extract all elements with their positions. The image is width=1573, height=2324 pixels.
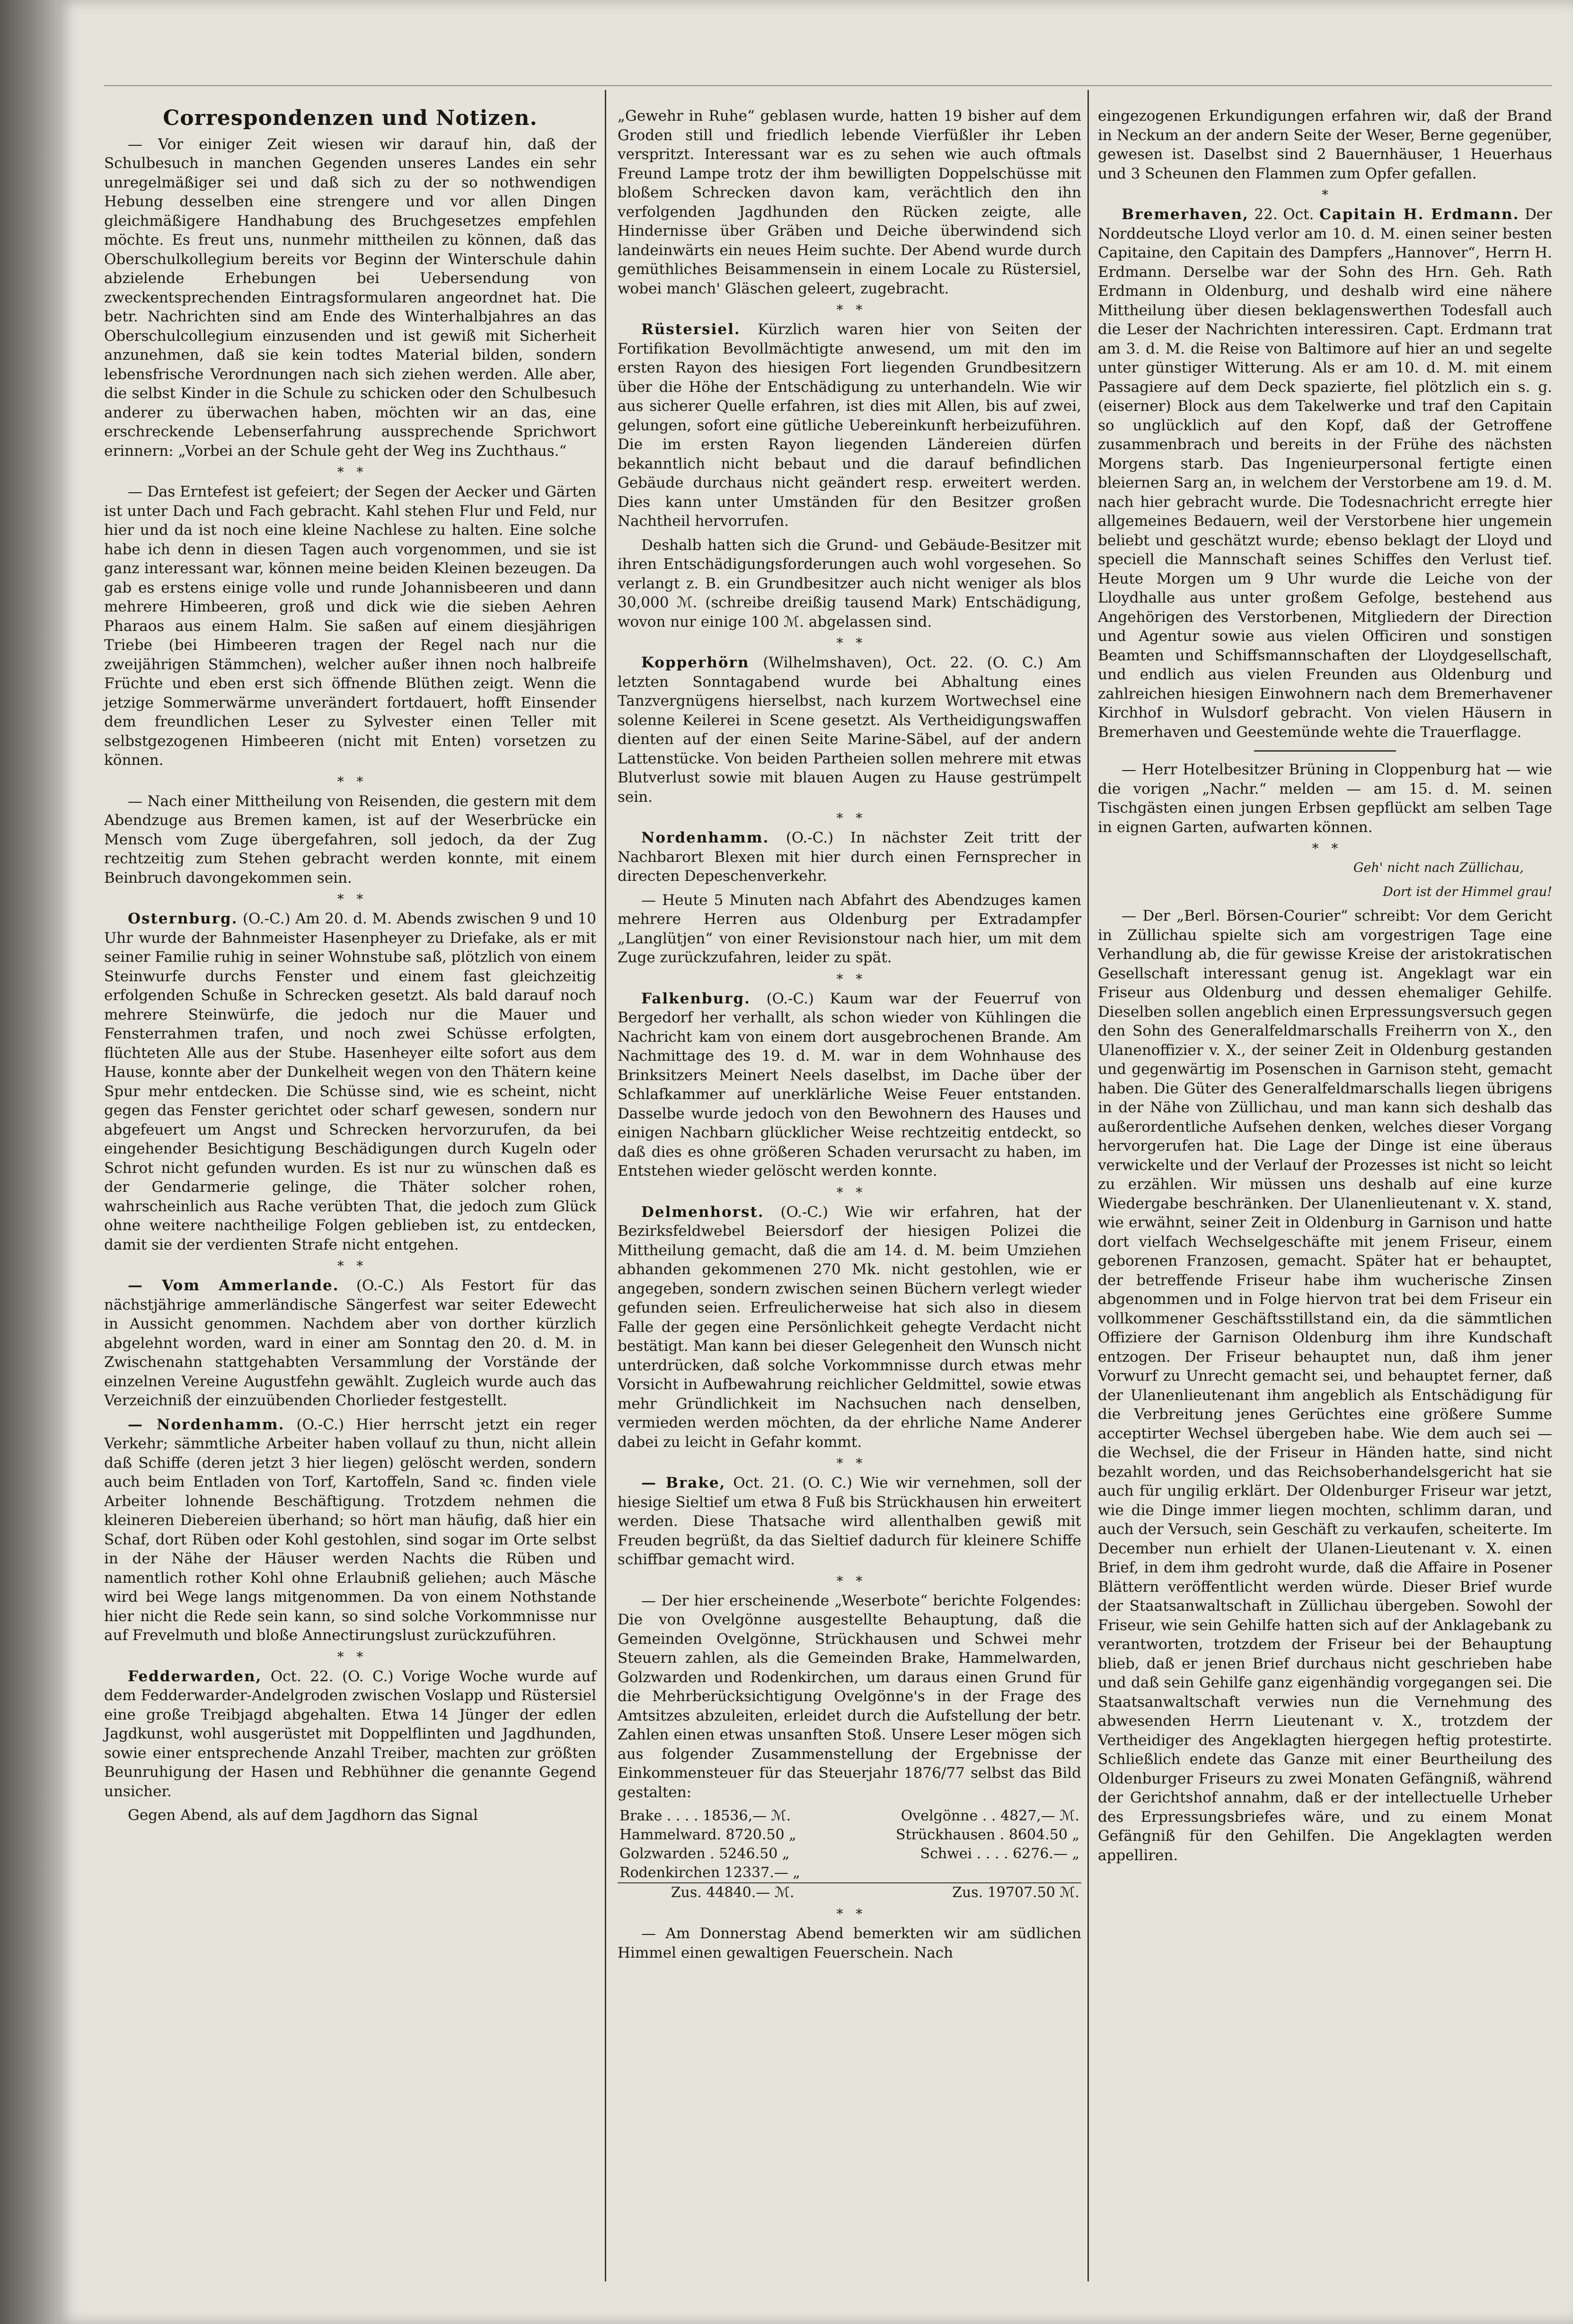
- article-ruestersiel-2: Deshalb hatten sich die Grund- und Gebäude-Besitzer mit ihren Entschädigungsforderungen auch wohl vorgesehen. So verlangt z. B. ein Grundbesitzer auch nicht weniger als blos 30,000 ℳ. (schreibe dreißig tausend Mark) Entschädigung, wovon nur einige 100 ℳ. abgelassen sind.: [618, 536, 1081, 630]
- motto-line: Geh' nicht nach Züllichau,: [1353, 860, 1524, 875]
- place-name: Delmenhorst.: [641, 1203, 764, 1221]
- article-date: 22. Oct.: [1254, 206, 1314, 223]
- sum-left: Zus. 44840.— ℳ.: [618, 1883, 848, 1902]
- separator: * *: [836, 302, 863, 318]
- table-sum-row: [618, 1883, 1081, 1902]
- top-rule: [104, 85, 1552, 86]
- column-1: [104, 106, 596, 1830]
- article-weserbruecke: — Nach einer Mittheilung von Reisenden, die gestern mit dem Abendzuge aus Bremen kamen, ist auf der Weserbrücke ein Mensch vom Zuge übergefahren, soll jedoch, da der Zug rechtzeitig zum Stehen gebracht werden konnte, mit einem Beinbruch davongekommen sein.: [104, 792, 596, 887]
- table-cell: Rodenkirchen 12337.— „: [619, 1864, 800, 1881]
- article-bremerhaven: [1098, 205, 1552, 742]
- article-osternburg: [104, 909, 596, 1254]
- article-falkenburg: [618, 989, 1081, 1181]
- article-text: Oct. 22. (O. C.) Vorige Woche wurde auf dem Fedderwarder-Andelgroden zwischen Voslapp und Rüstersiel eine große Treibjagd abgehalten. Etwa 14 Jünger der edlen Jagdkunst, wohl ausgerüstet mit Doppelflinten und Jagdhunden, sowie einer entsprechende Anzahl Treiber, machten zur größten Beunruhigung der Hasen und Rebhühner die genannte Gegend unsicher.: [104, 1668, 596, 1800]
- table-cell: Golzwarden . 5246.50 „: [619, 1845, 790, 1862]
- motto-line: Dort ist der Himmel grau!: [1382, 884, 1552, 899]
- place-name: Bremerhaven,: [1122, 206, 1249, 223]
- column-2: [618, 106, 1081, 1967]
- place-name: Falkenburg.: [641, 990, 751, 1007]
- place-name: Osternburg.: [128, 910, 238, 927]
- table-row: [618, 1845, 1081, 1863]
- article-schulbesuch: — Vor einiger Zeit wiesen wir darauf hin, daß der Schulbesuch in manchen Gegenden unseres Landes ein sehr unregelmäßiger sei und daß sich zu der so nothwendigen Hebung desselben eine strengere und vor allen Dingen gleichmäßigere Handhabung des Bruchgesetzes empfehlen möchte. Es freut uns, nunmehr mittheilen zu können, daß das Oberschulkollegium bereits vor Beginn der Winterschule dahin abzielende Erhebungen bei Uebersendung von zweckentsprechenden Eintragsformularen angeordnet hat. Die betr. Nachrichten sind am Ende des Winterhalbjahres an das Oberschulcollegium einzusenden und ist gewiß mit Sicherheit anzunehmen, daß sie kein todtes Material bilden, sondern lebensfrische Verordnungen nach sich ziehen werden. Alle aber, die selbst Kinder in die Schule zu schicken oder den Schulbesuch anderer zu überwachen haben, möchten wir an das, eine erschreckende Lebenserfahrung aussprechende Sprichwort erinnern: „Vorbei an der Schule geht der Weg ins Zuchthaus.“: [104, 135, 596, 460]
- separator: * *: [337, 1258, 363, 1274]
- article-text: (O.-C.) In nächster Zeit tritt der Nachbarort Blexen mit hier durch einen Fernsprecher in directen Depeschenverkehr.: [618, 829, 1081, 885]
- article-heading: Capitain H. Erdmann.: [1319, 206, 1520, 223]
- article-feuerschein: — Am Donnerstag Abend bemerkten wir am südlichen Himmel einen gewaltigen Feuerschein. Nach: [618, 1925, 1081, 1961]
- article-text: Kürzlich waren hier von Seiten der Fortifikation Bevollmächtigte anwesend, um mit den im ersten Rayon des hiesigen Fort liegenden Grundbesitzern über die Höhe der Entschädigung zu unterhandeln. Wie wir aus sicherer Quelle erfahren, ist dies mit Allen, bis auf zwei, gelungen, sofort eine gütliche Uebereinkunft herbeizuführen. Die im ersten Rayon liegenden Ländereien dürfen bekanntlich nicht bebaut und die darauf befindlichen Gebäude durchaus nicht geändert resp. erweitert werden. Dies kann unter Umständen für den Besitzer großen Nachtheil hervorrufen.: [618, 321, 1081, 530]
- column-rule: [605, 90, 606, 2281]
- place-name: Kopperhörn: [641, 654, 750, 671]
- separator: * *: [836, 1906, 863, 1922]
- article-feuerschein-cont: eingezogenen Erkundigungen erfahren wir, daß der Brand in Neckum an der andern Seite der Weser, Berne gegenüber, gewesen ist. Daselbst sind 2 Bauernhäuser, 1 Heuerhaus und 3 Scheunen den Flammen zum Opfer gefallen.: [1098, 107, 1552, 182]
- article-cloppenburg: — Herr Hotelbesitzer Brüning in Cloppenburg hat — wie die vorigen „Nachr.“ melden — am 15. d. M. seinen Tischgästen einen jungen Erbsen gepflückt am selben Tage in eignen Garten, aufwarten können.: [1098, 761, 1552, 836]
- article-delmenhorst: [618, 1203, 1081, 1452]
- separator: * *: [836, 1184, 863, 1200]
- article-ruestersiel: [618, 320, 1081, 531]
- article-text: Der Norddeutsche Lloyd verlor am 10. d. M. einen seiner besten Capitaine, den Capitain des Dampfers „Hannover“, Herrn H. Erdmann. Derselbe war der Sohn des Hrn. Geh. Rath Erdmann in Oldenburg, und deshalb wird eine nähere Mittheilung über diesen beklagenswerthen Todesfall auch die Leser der Nachrichten interessiren. Capt. Erdmann trat am 3. d. M. die Reise von Baltimore auf hier an und segelte unter günstiger Witterung. Als er am 10. d. M. mit einem Passagiere auf dem Deck spazierte, fiel plötzlich ein s. g. (eiserner) Block aus dem Takelwerke und traf den Capitain so unglücklich auf den Kopf, daß der Getroffene zusammenbrach und bereits in der Frühe des nächsten Morgens starb. Das Ingenieurpersonal fertigte einen bleiernen Sarg an, in welchem der Verstorbene am 19. d. M. nach hier gebracht wurde. Die Todesnachricht erregte hier allgemeines Bedauern, weil der Verstorbene hier ungemein beliebt und geschätzt wurde; ebenso beklagt der Lloyd und speciell die Mannschaft seines Schiffes den Verlust tief. Heute Morgen um 9 Uhr wurde die Leiche von der Lloydhalle aus unter großem Gefolge, bestehend aus Angehörigen des Verstorbenen, Mitgliedern der Direction und Agentur sowie aus vielen Officiren und sonstigen Beamten und Schiffsmannschaften der Lloydgesellschaft, und endlich aus vielen Freunden aus Oldenburg und zahlreichen hiesigen Einwohnern nach dem Bremerhavener Kirchhof in Wulsdorf gebracht. Von vielen Häusern in Bremerhaven und Geestemünde wehte die Trauerflagge.: [1098, 206, 1552, 741]
- article-text: (O.-C.) Hier herrscht jetzt ein reger Verkehr; sämmtliche Arbeiter haben vollauf zu thun, nicht allein daß Schiffe (deren jetzt 3 hier liegen) gelöscht werden, sondern auch beim Entladen von Torf, Kartoffeln, Sand ꝛc. finden viele Arbeiter lohnende Beschäftigung. Trotzdem nehmen die kleineren Diebereien überhand; so hört man häufig, daß hier ein Schaf, dort Rüben oder Kohl gestohlen, sind sogar im Orte selbst in der Nähe der Häuser werden Nachts die Rüben und namentlich rother Kohl ohne Erlaubniß geliehen; auch Mäsche wird bei Wege langs mitgenommen. Da von einem Nothstande hier nicht die Rede sein kann, so sind solche Vorkommnisse nur auf Frevelmuth und bloße Annectirungslust zurückzuführen.: [104, 1416, 596, 1644]
- table-row: [618, 1863, 1081, 1883]
- place-name: — Vom Ammerlande.: [128, 1277, 339, 1294]
- article-text: (O.-C.) Wie wir erfahren, hat der Bezirksfeldwebel Beiersdorf der hiesigen Polizei die Mittheilung gemacht, daß die am 14. d. M. beim Umziehen abhanden gekommenen 270 Mk. nicht gestohlen, wie er angegeben, sondern zwischen seinen Büchern verlegt wieder gefunden seien. Erfreulicherweise hat sich also in diesem Falle der gegen eine Persönlichkeit gehegte Verdacht nicht bestätigt. Man kann bei dieser Gelegenheit den Wunsch nicht unterdrücken, daß solche Vorkommnisse durch etwas mehr Vorsicht in Aufbewahrung reichlicher Geldmittel, sowie etwas mehr Gründlichkeit im Nachsuchen nach denselben, vermieden werden möchten, da der ehrliche Name Anderer dabei zu leicht in Gefahr kommt.: [618, 1203, 1081, 1451]
- divider: [1254, 750, 1396, 752]
- article-text: (O.-C.) Am 20. d. M. Abends zwischen 9 und 10 Uhr wurde der Bahnmeister Hasenpheyer zu Driefake, als er mit seiner Familie ruhig in seiner Wohnstube saß, plötzlich von einem Steinwurfe durchs Fenster und einem fast gleichzeitig erfolgenden Schuße in Schrecken gesetzt. Als bald darauf noch mehrere Steinwürfe, die jedoch nur die Mauer und Fensterrahmen trafen, und noch zwei Schüsse erfolgten, flüchteten Alle aus der Stube. Hasenheyer eilte sofort aus dem Hause, konnte aber der Dunkelheit wegen von den Thätern keine Spur mehr entdecken. Die Schüsse sind, wie es scheint, nicht gegen das Fenster gerichtet oder scharf gewesen, sondern nur abgefeuert um Angst und Schrecken hervorzurufen, da bei eingehender Besichtigung Beschädigungen durch Kugeln oder Schrot nicht gefunden wurden. Es ist nur zu wünschen daß es der Gendarmerie gelinge, die Thäter solcher rohen, wahrscheinlich aus Rache verübten That, die jedoch zum Glück ohne weitere nachtheilige Folgen geblieben ist, zu entdecken, damit sie der verdienten Strafe nicht entgehen.: [104, 910, 596, 1253]
- article-kopperhoern: [618, 653, 1081, 807]
- sum-right: Zus. 19707.50 ℳ.: [848, 1883, 1081, 1902]
- separator: * *: [836, 1573, 863, 1589]
- table-row: [618, 1826, 1081, 1845]
- article-text: Oct. 21. (O. C.) Wie wir vernehmen, soll der hiesige Sieltief um etwa 8 Fuß bis Strückhausen hin erweitert werden. Diese Thatsache wird allenthalben gewiß mit Freuden begrüßt, da das Sieltief dadurch für kleinere Schiffe schiffbar gemacht wird.: [618, 1474, 1081, 1568]
- separator: * *: [337, 891, 363, 907]
- article-continued: Gegen Abend, als auf dem Jagdhorn das Signal: [128, 1807, 478, 1824]
- place-name: — Brake,: [641, 1474, 726, 1491]
- article-text: (O.-C.) Kaum war der Feuerruf von Bergedorf her verhallt, als schon wieder von Kühlingen die Nachricht kam von einem dort ausgebrochenen Brande. Am Nachmittage des 19. d. M. war in dem Wohnhause des Brinksitzers Meinert Neels daselbst, im Dache über der Schlafkammer auf unerklärliche Weise Feuer entstanden. Dasselbe wurde jedoch von den Bewohnern des Hauses und einigen Nachbarn glücklicher Weise rechtzeitig entdeckt, so daß dies es ohne größeren Schaden verursacht zu haben, im Entstehen wieder gelöscht werden konnte.: [618, 990, 1082, 1180]
- separator: * *: [1312, 841, 1338, 856]
- section-title: Correspondenzen und Notizen.: [163, 106, 538, 130]
- article-weserbote: — Der hier erscheinende „Weserbote“ berichte Folgendes: Die von Ovelgönne ausgestellte Behauptung, daß die Gemeinden Ovelgönne, Strückhausen und Schwei mehr Steuern zahlen, als die Gemeinden Brake, Hammelwarden, Golzwarden und Rodenkirchen, um daraus einen Grund für die Mehrberücksichtigung Ovelgönne's in der Frage des Amtsitzes abzuleiten, erleidet durch die Aufstellung der betr. Zahlen einen etwas unsanften Stoß. Unsere Leser mögen sich aus folgender Zusammenstellung der Ergebnisse der Einkommensteuer für das Steuerjahr 1876/77 selbst das Bild gestalten:: [618, 1592, 1081, 1801]
- table-cell: Hammelward. 8720.50 „: [619, 1827, 796, 1843]
- place-name: Nordenhamm.: [641, 829, 769, 846]
- table-cell: Ovelgönne . . 4827,— ℳ.: [901, 1808, 1079, 1824]
- tax-table: [618, 1807, 1081, 1902]
- table-cell: Schwei . . . . 6276.— „: [920, 1845, 1079, 1862]
- column-3: [1098, 106, 1552, 1870]
- article-fedderwarden-cont: „Gewehr in Ruhe“ geblasen wurde, hatten 19 bisher auf dem Groden still und friedlich lebende Vierfüßler ihr Leben verspritzt. Interessant war es zu sehen wie auch oftmals Freund Lampe trotz der ihm bewilligten Doppelschüsse mit bloßem Schrecken davon kam, verächtlich den ihn verfolgenden Jagdhunden den Rücken zeigte, alle Hindernisse über Gräben und Deiche überwindend sich landeinwärts ein neues Heim suchte. Der Abend wurde durch gemüthliches Beisammensein in einem Locale zu Rüstersiel, wobei manch' Gläschen geleert, zugebracht.: [618, 107, 1081, 297]
- separator: * *: [836, 810, 863, 826]
- table-cell: [848, 1863, 1081, 1883]
- separator: * *: [836, 635, 863, 651]
- article-nordenhamm: [104, 1415, 596, 1645]
- article-text: (O.-C.) Als Festort für das nächstjährige ammerländische Sängerfest war seiter Edewecht in Aussicht genommen. Nachdem aber von dorther kürzlich abgelehnt worden, ward in einer am Sonntag den 20. d. M. in Zwischenahn stattgehabten Versammlung der Vorstände der einzelnen Vereine Augustfehn gewählt. Zugleich wurde auch das Verzeichniß der einzuübenden Chorlieder festgestellt.: [104, 1277, 596, 1409]
- article-fedderwarden: [104, 1667, 596, 1801]
- separator: * *: [337, 464, 363, 480]
- place-name: — Nordenhamm.: [128, 1416, 285, 1433]
- article-text: (Wilhelmshaven), Oct. 22. (O. C.) Am letzten Sonntagabend wurde bei Abhaltung eines Tanzvergnügens hierselbst, nach kurzem Wortwechsel eine solenne Keilerei in Scene gesetzt. Als Vertheidigungswaffen dienten auf der einen Seite Marine-Säbel, auf der andern Lattenstücke. Von beiden Partheien sollen mehrere mit etwas Blutverlust sowie mit blauen Augen zu Hause gestrümpelt sein.: [618, 654, 1081, 806]
- article-ammerlande: [104, 1276, 596, 1410]
- separator: *: [1322, 187, 1328, 203]
- table-cell: Brake . . . . 18536,— ℳ.: [619, 1808, 791, 1824]
- separator: * *: [337, 773, 363, 789]
- separator: * *: [836, 1455, 863, 1471]
- article-langluetjen: — Heute 5 Minuten nach Abfahrt des Abendzuges kamen mehrere Herren aus Oldenburg per Extradampfer „Langlütjen“ von einer Revisionstour nach hier, um mit dem Zuge zurückzufahren, leider zu spät.: [618, 891, 1081, 966]
- place-name: Rüstersiel.: [641, 321, 741, 338]
- article-erntefest: — Das Erntefest ist gefeiert; der Segen der Aecker und Gärten ist unter Dach und Fach gebracht. Kahl stehen Flur und Feld, nur hier und da ist noch eine kleine Nachlese zu halten. Eine solche habe ich denn in diesen Tagen auch vorgenommen, und sie ist ganz interessant war, können meine beiden Kleinen bezeugen. Da gab es erstens einige volle und runde Johannisbeeren und dann mehrere Himbeeren, groß und dick wie die sieben Aehren Pharaos aus einem Halm. Sie saßen auf einem diesjährigen Triebe (bei Himbeeren tragen der Regel nach nur die zweijährigen Stämmchen), welcher außer ihnen noch halbreife Früchte und eben erst sich öffnende Blüthen zeigt. Wenn die jetzige Sommerwärme unverändert fortdauert, hofft Einsender dem freundlichen Leser zu Sylvester einen Teller mit selbstgezogenen Himbeeren (nicht mit Enten) vorsetzen zu können.: [104, 483, 596, 769]
- binding-gutter: [0, 0, 57, 2324]
- separator: * *: [836, 971, 863, 987]
- article-zuellichau: — Der „Berl. Börsen-Courier“ schreibt: Vor dem Gericht in Züllichau spielte sich am vorgestrigen Tage eine Verhandlung ab, die für gewisse Kreise der aristokratischen Gesellschaft interessant genug ist. Angeklagt war ein Friseur aus Oldenburg und dessen ehemaliger Gehilfe. Dieselben sollen angeblich einen Erpressungsversuch gegen den Sohn des Generalfeldmarschalls Freiherrn von X., den Ulanenoffizier v. X., der seiner Zeit in Oldenburg gestanden und gegenwärtig im Posenschen in Garnison steht, gemacht haben. Die Güter des Generalfeldmarschalls liegen übrigens in der Nähe von Züllichau, und man kann sich deshalb das außerordentliche Aufsehen denken, welches dieser Vorgang hervorgerufen hat. Die Lage der Dinge ist eine überaus verwickelte und der Verlauf der Prozesses ist nicht so leicht zu erzählen. Wir müssen uns deshalb auf eine kurze Wiedergabe beschränken. Der Ulanenlieutenant v. X. stand, wie erwähnt, seiner Zeit in Oldenburg in Garnison und hatte dort vielfach Wechselgeschäfte mit jenem Friseur, einem geborenen Franzosen, gemacht. Später hat er behauptet, der betreffende Friseur habe ihm wucherische Zinsen abgenommen und in Folge hiervon trat bei dem Friseur ein vollkommener Geschäftsstillstand ein, da die sämmtlichen Offiziere der Garnison Oldenburg ihm ihre Kundschaft entzogen. Der Friseur behauptet nun, daß ihm jener Vorwurf zu Unrecht gemacht sei, und behauptet ferner, daß der Ulanenlieutenant ihm angeblich als Entschädigung für die Verbreitung jenes Gerüchtes eine größere Summe acceptirter Wechsel übergeben habe. Wie dem auch sei — die Wechsel, die der Friseur in Händen hatte, sind nicht bezahlt worden, und das Reichsoberhandelsgericht hat sie auch für ungilig erklärt. Der Oldenburger Friseur war jetzt, wie die Dinge immer liegen mochten, schlimm daran, und auch der Versuch, sein Geschäft zu verkaufen, scheiterte. Im December nun erhielt der Ulanen-Lieutenant v. X. einen Brief, in dem ihm gedroht wurde, daß die Affaire in Posener Blättern veröffentlicht werden würde. Dieser Brief wurde der Staatsanwaltschaft in Züllichau übergeben. Sowohl der Friseur, wie sein Gehilfe hatten sich auf der Anklagebank zu verantworten, trotzdem der Friseur bei der Behauptung blieb, daß er jenen Brief durchaus nicht geschrieben habe und daß sein Gehilfe ganz eigenhändig vorgegangen sei. Die Staatsanwaltschaft verwies nun die Vernehmung des abwesenden Herrn Lieutenant v. X., trotzdem der Vertheidiger des Angeklagten hiergegen heftig protestirte. Schließlich endete das Ganze mit einer Beurtheilung des Oldenburger Friseurs zu zwei Monaten Gefängniß, während der Gerichtshof annahm, daß er der intellectuelle Urheber des Erpressungsbriefes wäre, und zu einem Monat Gefängniß für den Gehilfen. Die Angeklagten werden appelliren.: [1098, 907, 1552, 1864]
- place-name: Fedderwarden,: [128, 1668, 262, 1685]
- column-rule: [1087, 90, 1089, 2281]
- article-nordenhamm-2: [618, 828, 1081, 886]
- table-row: [618, 1807, 1081, 1826]
- separator: * *: [337, 1649, 363, 1665]
- table-cell: Strückhausen . 8604.50 „: [896, 1827, 1079, 1843]
- article-brake: [618, 1473, 1081, 1570]
